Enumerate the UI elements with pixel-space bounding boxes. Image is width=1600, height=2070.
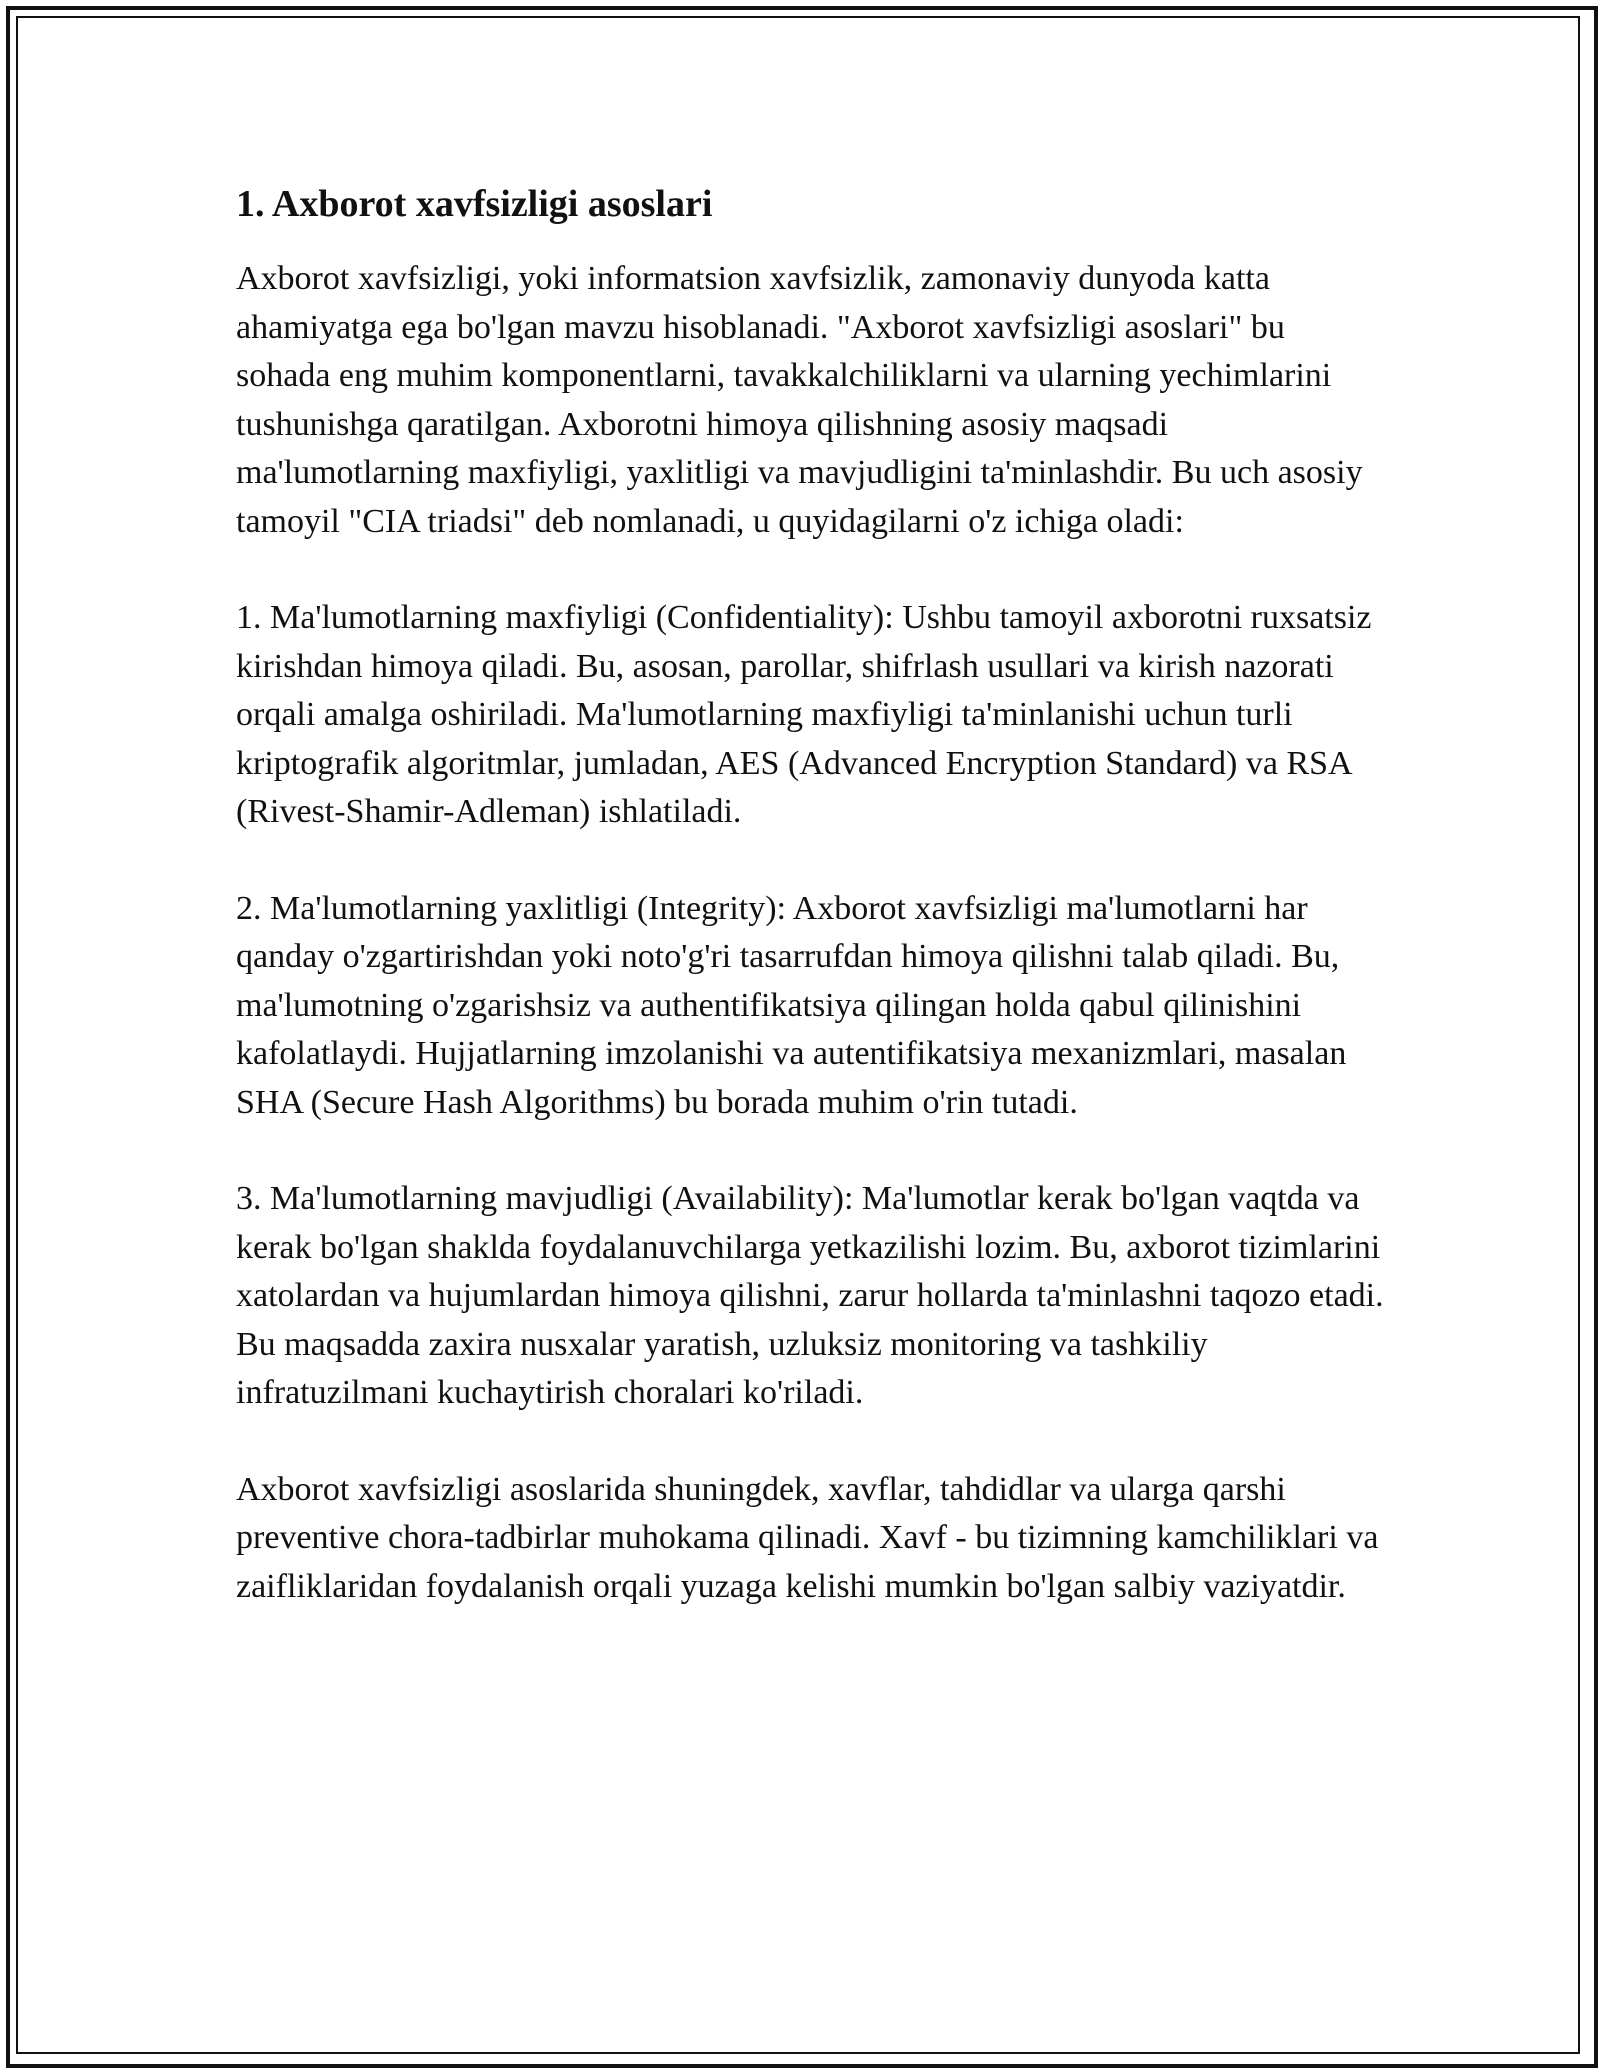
document-body bbox=[236, 180, 1386, 1659]
availability-paragraph: 3. Ma'lumotlarning mavjudligi (Availability): Ma'lumotlar kerak bo'lgan vaqtda va kerak bo'lgan shaklda foydalanuvchilarga yetkazilishi lozim. Bu, axborot tizimlarini xatolardan va hujumlardan himoya qilishni, zarur hollarda ta'minlashni taqozo etadi. Bu maqsadda zaxira nusxalar yaratish, uzluksiz monitoring va tashkiliy infratuzilmani kuchaytirish choralari ko'riladi. bbox=[236, 1180, 1384, 1412]
integrity-paragraph: 2. Ma'lumotlarning yaxlitligi (Integrity): Axborot xavfsizligi ma'lumotlarni har qanday o'zgartirishdan yoki noto'g'ri tasarrufdan himoya qilishni talab qiladi. Bu, ma'lumotning o'zgarishsiz va authentifikatsiya qilingan holda qabul qilinishini kafolatlaydi. Hujjatlarning imzolanishi va autentifikatsiya mexanizmlari, masalan SHA (Secure Hash Algorithms) bu borada muhim o'rin tutadi. bbox=[236, 889, 1347, 1121]
section-heading: 1. Axborot xavfsizligi asoslari bbox=[236, 183, 713, 225]
threats-paragraph: Axborot xavfsizligi asoslarida shuningdek, xavflar, tahdidlar va ularga qarshi preventive chora-tadbirlar muhokama qilinadi. Xavf - bu tizimning kamchiliklari va zaifliklaridan foydalanish orqali yuzaga kelishi mumkin bo'lgan salbiy vaziyatdir. bbox=[236, 1470, 1379, 1605]
confidentiality-paragraph: 1. Ma'lumotlarning maxfiyligi (Confidentiality): Ushbu tamoyil axborotni ruxsatsiz kirishdan himoya qiladi. Bu, asosan, parollar, shifrlash usullari va kirish nazorati orqali amalga oshiriladi. Ma'lumotlarning maxfiyligi ta'minlanishi uchun turli kriptografik algoritmlar, jumladan, AES (Advanced Encryption Standard) va RSA (Rivest-Shamir-Adleman) ishlatiladi. bbox=[236, 599, 1372, 831]
intro-paragraph: Axborot xavfsizligi, yoki informatsion xavfsizlik, zamonaviy dunyoda katta ahamiyatga ega bo'lgan mavzu hisoblanadi. "Axborot xavfsizligi asoslari" bu sohada eng muhim komponentlarni, tavakkalchiliklarni va ularning yechimlarini tushunishga qaratilgan. Axborotni himoya qilishning asosiy maqsadi ma'lumotlarning maxfiyligi, yaxlitligi va mavjudligini ta'minlashdir. Bu uch asosiy tamoyil "CIA triadsi" deb nomlanadi, u quyidagilarni o'z ichiga oladi: bbox=[236, 260, 1363, 540]
